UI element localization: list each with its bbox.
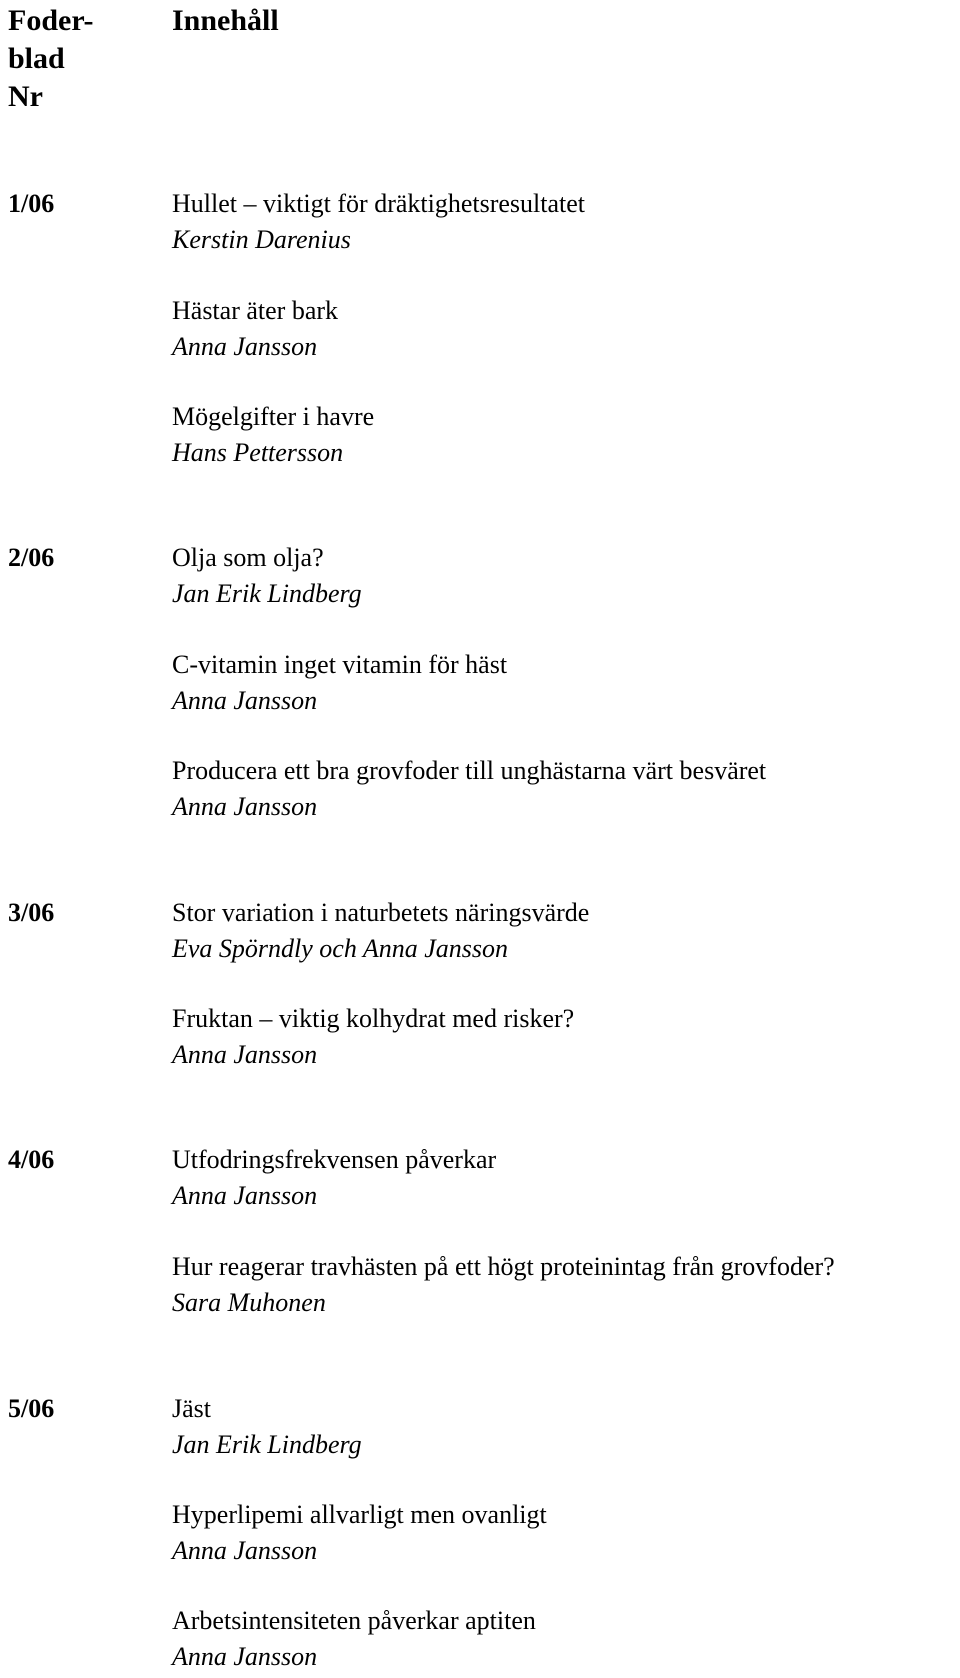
header-nr-line: Foder- (8, 4, 94, 37)
article-author: Eva Spörndly och Anna Jansson (172, 934, 509, 963)
article-author: Anna Jansson (172, 792, 318, 821)
article-title: Hyperlipemi allvarligt men ovanligt (172, 1500, 547, 1529)
article-title: Hur reagerar travhästen på ett högt proteinintag från grovfoder? (172, 1252, 835, 1281)
article-author: Anna Jansson (172, 1536, 318, 1565)
article-author: Anna Jansson (172, 686, 318, 715)
article-title: Stor variation i naturbetets näringsvärde (172, 898, 590, 927)
issue-number: 4/06 (8, 1145, 55, 1174)
article-author: Anna Jansson (172, 1040, 318, 1069)
header-nr-line: Nr (8, 80, 43, 113)
article-title: Hullet – viktigt för dräktighetsresultatet (172, 189, 586, 218)
header-nr-line: blad (8, 42, 65, 75)
article-title: Jäst (172, 1394, 211, 1423)
article-title: Utfodringsfrekvensen påverkar (172, 1145, 497, 1174)
issue-number: 1/06 (8, 189, 55, 218)
article-title: Producera ett bra grovfoder till unghästarna värt besväret (172, 756, 767, 785)
article-author: Kerstin Darenius (172, 225, 351, 254)
article-author: Jan Erik Lindberg (172, 579, 362, 608)
article-title: Hästar äter bark (172, 296, 339, 325)
header-nr-column (8, 2, 148, 116)
article-author: Anna Jansson (172, 332, 318, 361)
article-title: Mögelgifter i havre (172, 402, 375, 431)
article-author: Jan Erik Lindberg (172, 1430, 362, 1459)
article-author: Sara Muhonen (172, 1288, 326, 1317)
article-title: Arbetsintensiteten påverkar aptiten (172, 1606, 536, 1635)
issue-number: 3/06 (8, 898, 55, 927)
issue-number: 5/06 (8, 1394, 55, 1423)
issue-number: 2/06 (8, 543, 55, 572)
article-title: C-vitamin inget vitamin för häst (172, 650, 508, 679)
article-author: Hans Pettersson (172, 438, 344, 467)
article-author: Anna Jansson (172, 1181, 318, 1210)
article-title: Fruktan – viktig kolhydrat med risker? (172, 1004, 575, 1033)
article-title: Olja som olja? (172, 543, 324, 572)
article-author: Anna Jansson (172, 1642, 318, 1671)
header-content-column: Innehåll (172, 4, 279, 37)
